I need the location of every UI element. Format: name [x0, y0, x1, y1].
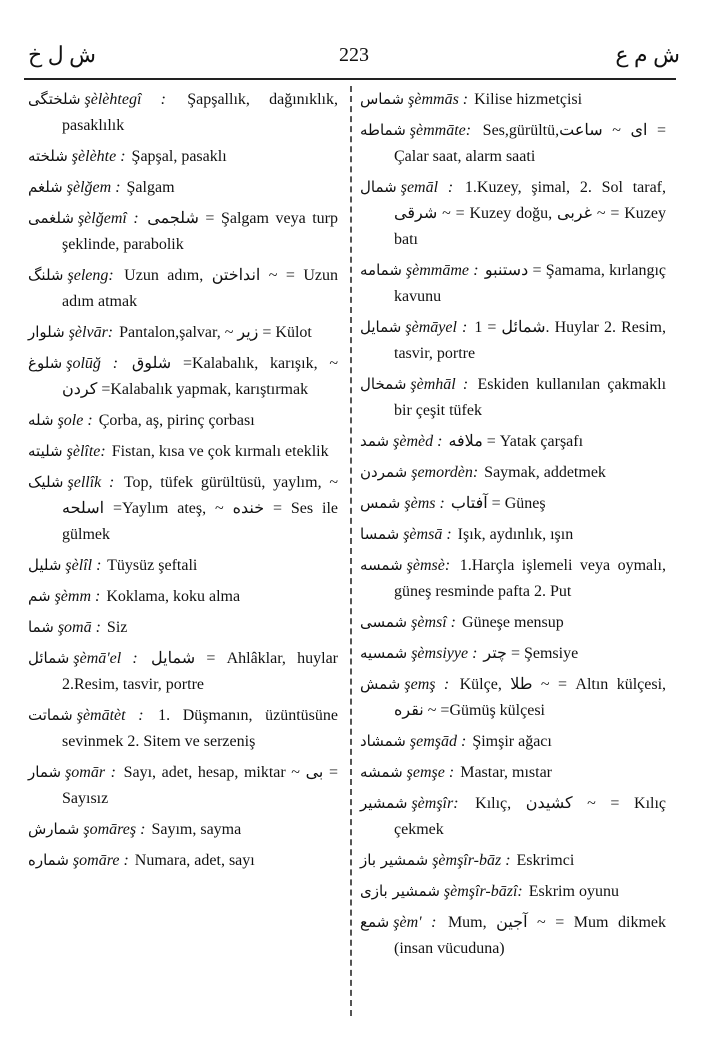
entry-arabic: شمامه [360, 261, 402, 279]
left-column [28, 86, 338, 878]
dictionary-entry [360, 847, 666, 874]
page-header [28, 42, 680, 78]
dictionary-entry [360, 117, 666, 170]
entry-definition: Koklama, koku alma [106, 588, 241, 605]
entry-headword: şolūğ : [66, 355, 119, 372]
entry-headword: şemāl : [400, 179, 454, 196]
entry-definition: Numara, adet, sayı [134, 852, 255, 869]
entry-headword: şeleng: [67, 267, 114, 284]
dictionary-entry [360, 174, 666, 253]
entry-headword: şomāreş : [83, 821, 146, 838]
dictionary-entry [360, 878, 666, 905]
entry-headword: şèmèd : [393, 433, 443, 450]
dictionary-entry [28, 350, 338, 403]
dictionary-entry [360, 521, 666, 548]
entry-definition: Siz [106, 619, 128, 636]
entry-arabic: شلیته [28, 442, 63, 460]
entry-definition: شلجمی = Şalgam veya turp şeklinde, parabolik [62, 210, 339, 253]
entry-arabic: شم [28, 587, 51, 605]
entry-headword: şèmsā : [403, 526, 452, 543]
entry-arabic: شلنگ [28, 266, 64, 284]
dictionary-entry [28, 614, 338, 641]
entry-headword: şèlîte: [66, 443, 106, 460]
entry-arabic: شمشه [360, 763, 403, 781]
entry-definition: Tüysüz şeftali [107, 557, 198, 574]
entry-arabic: شلیک [28, 473, 64, 491]
entry-headword: şole : [57, 412, 93, 429]
entry-definition: 1.Kuzey, şimal, 2. Sol taraf, شرقی ~ = Kuzey doğu, غربی ~ = Kuzey batı [394, 179, 667, 248]
entry-arabic: شمع [360, 913, 390, 931]
entry-headword: şomāre : [72, 852, 129, 869]
dictionary-entry [360, 459, 666, 486]
entry-arabic: شلیل [28, 556, 62, 574]
entry-arabic: شمسه [360, 556, 403, 574]
dictionary-entry [28, 583, 338, 610]
dictionary-entry [360, 428, 666, 455]
dictionary-entry [360, 728, 666, 755]
entry-definition: ملافه = Yatak çarşafı [448, 433, 584, 450]
entry-arabic: شماره [28, 851, 69, 869]
dictionary-entry [360, 671, 666, 724]
entry-headword: şemordèn: [411, 464, 479, 481]
header-rule [24, 78, 676, 80]
entry-definition: Şapşal, pasaklı [131, 148, 227, 165]
entry-arabic: شماس [360, 90, 405, 108]
entry-arabic: شمسی [360, 613, 408, 631]
entry-definition: Saymak, addetmek [484, 464, 606, 481]
entry-arabic: شمردن [360, 463, 408, 481]
entry-headword: şèmāyel : [405, 319, 468, 336]
entry-definition: Fistan, kısa ve çok kırmalı eteklik [111, 443, 329, 460]
entry-headword: şèmā'el : [73, 650, 138, 667]
entry-definition: Mastar, mıstar [460, 764, 552, 781]
dictionary-entry [28, 319, 338, 346]
entry-arabic: شمس [360, 494, 401, 512]
dictionary-entry [360, 552, 666, 605]
entry-definition: Kilise hizmetçisi [474, 91, 583, 108]
entry-arabic: شلغمی [28, 209, 74, 227]
dictionary-entry [28, 407, 338, 434]
entry-headword: şemş : [404, 676, 450, 693]
dictionary-entry [28, 645, 338, 698]
entry-definition: Kılıç, کشیدن ~ = Kılıç çekmek [394, 795, 667, 838]
dictionary-entry [28, 552, 338, 579]
entry-headword: şomā : [57, 619, 101, 636]
entry-headword: şèm' : [393, 914, 437, 931]
column-divider [350, 86, 352, 1016]
entry-headword: şèlîl : [65, 557, 102, 574]
entry-definition: Şapşallık, dağınıklık, pasaklılık [62, 91, 339, 134]
entry-definition: Top, tüfek gürültüsü, yaylım, ~ اسلحه =Yaylım ateş, ~ خنده = Ses ile gülmek [62, 474, 339, 543]
entry-definition: Eskrim oyunu [528, 883, 619, 900]
entry-headword: şèmşîr-bāzî: [443, 883, 523, 900]
entry-headword: şèlèhtegî : [84, 91, 166, 108]
dictionary-entry [360, 909, 666, 962]
header-right-letters: ش م ع [615, 42, 680, 67]
entry-arabic: شمد [360, 432, 390, 450]
entry-arabic: شمسا [360, 525, 400, 543]
dictionary-entry [360, 314, 666, 367]
entry-headword: şèmşîr-bāz : [432, 852, 511, 869]
entry-arabic: شلوغ [28, 354, 63, 372]
entry-headword: şèmm : [54, 588, 101, 605]
entry-headword: şomār : [65, 764, 116, 781]
entry-headword: şèlèhte : [71, 148, 126, 165]
entry-arabic: شلخته [28, 147, 68, 165]
entry-definition: 1.Harçla işlemeli veya oymalı, güneş resminde pafta 2. Put [394, 557, 666, 600]
entry-arabic: شلختگی [28, 90, 81, 108]
page-number: 223 [339, 44, 369, 66]
entry-definition: آفتاب = Güneş [450, 495, 546, 512]
entry-definition: دستنبو = Şamama, kırlangıç kavunu [394, 262, 667, 305]
dictionary-entry [360, 86, 666, 113]
entry-arabic: شمخال [360, 375, 407, 393]
dictionary-entry [28, 86, 338, 139]
entry-arabic: شلغم [28, 178, 63, 196]
dictionary-entry [360, 759, 666, 786]
entry-definition: Şimşir ağacı [472, 733, 552, 750]
entry-arabic: شمایل [360, 318, 402, 336]
entry-arabic: شمائل [28, 649, 70, 667]
entry-arabic: شمشاد [360, 732, 406, 750]
dictionary-entry [360, 490, 666, 517]
entry-headword: şèmmāte: [409, 122, 472, 139]
entry-definition: Eskrimci [516, 852, 575, 869]
entry-arabic: شماطه [360, 121, 406, 139]
dictionary-entry [28, 847, 338, 874]
entry-definition: Külçe, طلا ~ = Altın külçesi, نقره ~ =Gümüş külçesi [394, 676, 667, 719]
entry-arabic: شما [28, 618, 54, 636]
entry-headword: şemşād : [409, 733, 467, 750]
entry-arabic: شله [28, 411, 54, 429]
dictionary-entry [28, 438, 338, 465]
entry-definition: شمایل = Ahlâklar, huylar 2.Resim, tasvir, portre [62, 650, 339, 693]
entry-definition: شلوق =Kalabalık, karışık, ~ کردن =Kalabalık yapmak, karıştırmak [62, 355, 339, 398]
dictionary-entry [360, 640, 666, 667]
entry-headword: şèmsiyye : [411, 645, 478, 662]
dictionary-entry [28, 205, 338, 258]
entry-headword: şèlğemî : [77, 210, 139, 227]
entry-headword: şèmsî : [411, 614, 457, 631]
entry-headword: şèmşîr: [411, 795, 459, 812]
header-left-letters: ش ل خ [28, 42, 97, 67]
dictionary-entry [360, 609, 666, 636]
entry-definition: 1. Düşmanın, üzüntüsüne sevinmek 2. Sitem ve serzeniş [62, 707, 338, 750]
entry-definition: شمائل = 1. Huylar 2. Resim, tasvir, portre [394, 319, 666, 362]
entry-definition: Işık, aydınlık, ışın [457, 526, 574, 543]
entry-arabic: شمشیر [360, 794, 408, 812]
dictionary-entry [360, 790, 666, 843]
entry-definition: Mum, آجین ~ = Mum dikmek (insan vücuduna) [394, 914, 667, 957]
entry-arabic: شمش [360, 675, 401, 693]
entry-definition: Ses,gürültü,ای ~ ساعت = Çalar saat, alarm saati [394, 122, 666, 165]
entry-headword: şemşe : [406, 764, 455, 781]
dictionary-entry [28, 702, 338, 755]
entry-headword: şèmhāl : [410, 376, 469, 393]
entry-definition: Güneşe mensup [462, 614, 564, 631]
entry-arabic: شلوار [28, 323, 65, 341]
dictionary-entry [28, 174, 338, 201]
entry-definition: Eskiden kullanılan çakmaklı bir çeşit tüfek [394, 376, 667, 419]
dictionary-entry [28, 143, 338, 170]
right-column [360, 86, 666, 966]
entry-headword: şellîk : [67, 474, 115, 491]
entry-headword: şèms : [404, 495, 445, 512]
entry-headword: şèlvār: [68, 324, 114, 341]
dictionary-entry [360, 257, 666, 310]
entry-headword: şèmsè: [406, 557, 451, 574]
dictionary-entry [28, 469, 338, 548]
entry-headword: şèmmāme : [405, 262, 479, 279]
entry-headword: şèlğem : [66, 179, 121, 196]
entry-arabic: شمال [360, 178, 397, 196]
entry-arabic: شماتت [28, 706, 73, 724]
entry-definition: Şalgam [126, 179, 175, 196]
dictionary-entry [360, 371, 666, 424]
entry-headword: şèmātèt : [76, 707, 144, 724]
entry-arabic: شمشیر باز [360, 851, 429, 869]
entry-definition: Pantalon,şalvar, ~ زیر = Külot [119, 324, 312, 341]
entry-definition: Sayı, adet, hesap, miktar ~ بی = Sayısız [62, 764, 338, 807]
entry-headword: şèmmās : [408, 91, 469, 108]
entry-definition: Uzun adım, انداختن ~ = Uzun adım atmak [62, 267, 339, 310]
entry-arabic: شمسیه [360, 644, 408, 662]
entry-arabic: شمشیر بازی [360, 882, 440, 900]
entry-definition: Sayım, sayma [151, 821, 242, 838]
dictionary-entry [28, 759, 338, 812]
entry-arabic: شمار [28, 763, 62, 781]
dictionary-entry [28, 816, 338, 843]
entry-definition: چتر = Şemsiye [483, 645, 579, 662]
entry-arabic: شمارش [28, 820, 80, 838]
entry-definition: Çorba, aş, pirinç çorbası [98, 412, 255, 429]
dictionary-entry [28, 262, 338, 315]
